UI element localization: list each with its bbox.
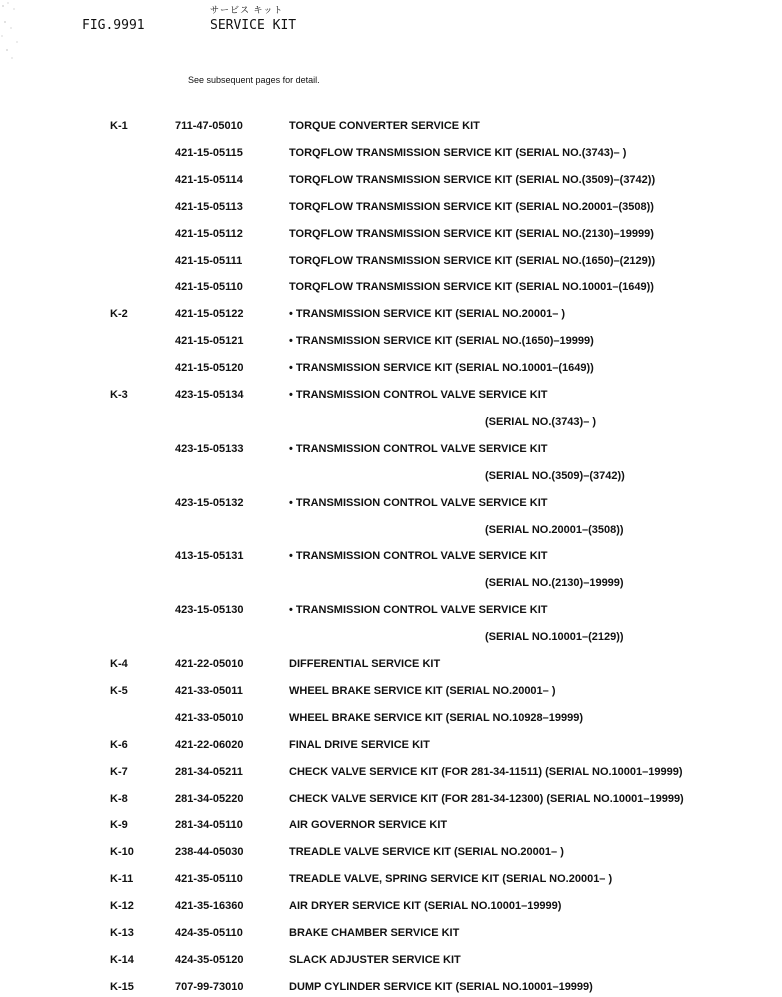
- kit-key: K-11: [110, 873, 134, 885]
- kit-description: TREADLE VALVE SERVICE KIT (SERIAL NO.20001– ): [289, 846, 564, 858]
- kit-key: K-1: [110, 120, 128, 132]
- page-title: SERVICE KIT: [210, 18, 297, 33]
- part-number: 281-34-05110: [175, 819, 243, 831]
- part-number: 711-47-05010: [175, 120, 243, 132]
- kit-description: SLACK ADJUSTER SERVICE KIT: [289, 954, 461, 966]
- kit-description: TORQFLOW TRANSMISSION SERVICE KIT (SERIAL NO.(3743)– ): [289, 147, 627, 159]
- part-number: 421-35-16360: [175, 900, 244, 912]
- part-number: 281-34-05220: [175, 793, 244, 805]
- kit-key: K-15: [110, 981, 134, 993]
- part-number: 707-99-73010: [175, 981, 244, 993]
- kit-description: • TRANSMISSION CONTROL VALVE SERVICE KIT: [289, 604, 548, 616]
- kit-description: DIFFERENTIAL SERVICE KIT: [289, 658, 441, 670]
- kit-description: CHECK VALVE SERVICE KIT (FOR 281-34-12300) (SERIAL NO.10001–19999): [289, 793, 684, 805]
- kit-description: WHEEL BRAKE SERVICE KIT (SERIAL NO.10928–19999): [289, 712, 584, 724]
- part-number: 421-15-05110: [175, 281, 243, 293]
- kit-description: BRAKE CHAMBER SERVICE KIT: [289, 927, 460, 939]
- part-number: 421-15-05114: [175, 174, 243, 186]
- part-number: 421-15-05111: [175, 255, 243, 267]
- part-number: 423-15-05134: [175, 389, 244, 401]
- serial-range: (SERIAL NO.(3743)– ): [485, 416, 597, 428]
- kit-description: TORQFLOW TRANSMISSION SERVICE KIT (SERIAL NO.10001–(1649)): [289, 281, 654, 293]
- kit-description: TREADLE VALVE, SPRING SERVICE KIT (SERIAL NO.20001– ): [289, 873, 613, 885]
- part-number: 423-15-05132: [175, 497, 244, 509]
- kit-description: • TRANSMISSION CONTROL VALVE SERVICE KIT: [289, 443, 548, 455]
- scan-specks: [0, 0, 30, 70]
- kit-key: K-4: [110, 658, 128, 670]
- kit-key: K-10: [110, 846, 134, 858]
- kit-key: K-7: [110, 766, 128, 778]
- part-number: 421-15-05122: [175, 308, 244, 320]
- kit-description: • TRANSMISSION CONTROL VALVE SERVICE KIT: [289, 497, 548, 509]
- part-number: 281-34-05211: [175, 766, 243, 778]
- kit-description: AIR GOVERNOR SERVICE KIT: [289, 819, 448, 831]
- part-number: 421-22-06020: [175, 739, 244, 751]
- figure-label: FIG.9991: [82, 18, 145, 33]
- detail-note: See subsequent pages for detail.: [188, 75, 320, 85]
- serial-range: (SERIAL NO.20001–(3508)): [485, 524, 624, 536]
- part-number: 421-33-05011: [175, 685, 243, 697]
- part-number: 421-15-05115: [175, 147, 243, 159]
- part-number: 424-35-05120: [175, 954, 244, 966]
- part-number: 421-22-05010: [175, 658, 244, 670]
- part-number: 421-15-05112: [175, 228, 243, 240]
- part-number: 238-44-05030: [175, 846, 244, 858]
- part-number: 424-35-05110: [175, 927, 243, 939]
- part-number: 421-33-05010: [175, 712, 244, 724]
- part-number: 421-15-05113: [175, 201, 243, 213]
- kit-description: WHEEL BRAKE SERVICE KIT (SERIAL NO.20001– ): [289, 685, 556, 697]
- kit-description: TORQFLOW TRANSMISSION SERVICE KIT (SERIAL NO.(3509)–(3742)): [289, 174, 656, 186]
- part-number: 423-15-05133: [175, 443, 244, 455]
- kit-key: K-8: [110, 793, 128, 805]
- kit-description: • TRANSMISSION CONTROL VALVE SERVICE KIT: [289, 550, 548, 562]
- kit-description: • TRANSMISSION SERVICE KIT (SERIAL NO.(1650)–19999): [289, 335, 594, 347]
- kit-description: AIR DRYER SERVICE KIT (SERIAL NO.10001–19999): [289, 900, 562, 912]
- kit-key: K-14: [110, 954, 134, 966]
- part-number: 421-15-05120: [175, 362, 244, 374]
- kit-key: K-5: [110, 685, 128, 697]
- serial-range: (SERIAL NO.10001–(2129)): [485, 631, 624, 643]
- kit-description: DUMP CYLINDER SERVICE KIT (SERIAL NO.10001–19999): [289, 981, 593, 993]
- part-number: 421-35-05110: [175, 873, 243, 885]
- kit-key: K-12: [110, 900, 134, 912]
- part-number: 421-15-05121: [175, 335, 244, 347]
- kit-key: K-2: [110, 308, 128, 320]
- kit-description: TORQFLOW TRANSMISSION SERVICE KIT (SERIAL NO.20001–(3508)): [289, 201, 654, 213]
- kit-key: K-13: [110, 927, 134, 939]
- part-number: 413-15-05131: [175, 550, 244, 562]
- serial-range: (SERIAL NO.(3509)–(3742)): [485, 470, 625, 482]
- kit-description: FINAL DRIVE SERVICE KIT: [289, 739, 430, 751]
- part-number: 423-15-05130: [175, 604, 244, 616]
- kit-description: CHECK VALVE SERVICE KIT (FOR 281-34-11511) (SERIAL NO.10001–19999): [289, 766, 683, 778]
- kit-description: TORQFLOW TRANSMISSION SERVICE KIT (SERIAL NO.(2130)–19999): [289, 228, 654, 240]
- kit-key: K-6: [110, 739, 128, 751]
- kit-description: • TRANSMISSION CONTROL VALVE SERVICE KIT: [289, 389, 548, 401]
- kit-description: • TRANSMISSION SERVICE KIT (SERIAL NO.20001– ): [289, 308, 566, 320]
- serial-range: (SERIAL NO.(2130)–19999): [485, 577, 624, 589]
- japanese-title: サービス キット: [210, 5, 284, 15]
- kit-key: K-9: [110, 819, 128, 831]
- kit-description: TORQFLOW TRANSMISSION SERVICE KIT (SERIAL NO.(1650)–(2129)): [289, 255, 656, 267]
- kit-key: K-3: [110, 389, 128, 401]
- kit-description: TORQUE CONVERTER SERVICE KIT: [289, 120, 480, 132]
- kit-description: • TRANSMISSION SERVICE KIT (SERIAL NO.10001–(1649)): [289, 362, 594, 374]
